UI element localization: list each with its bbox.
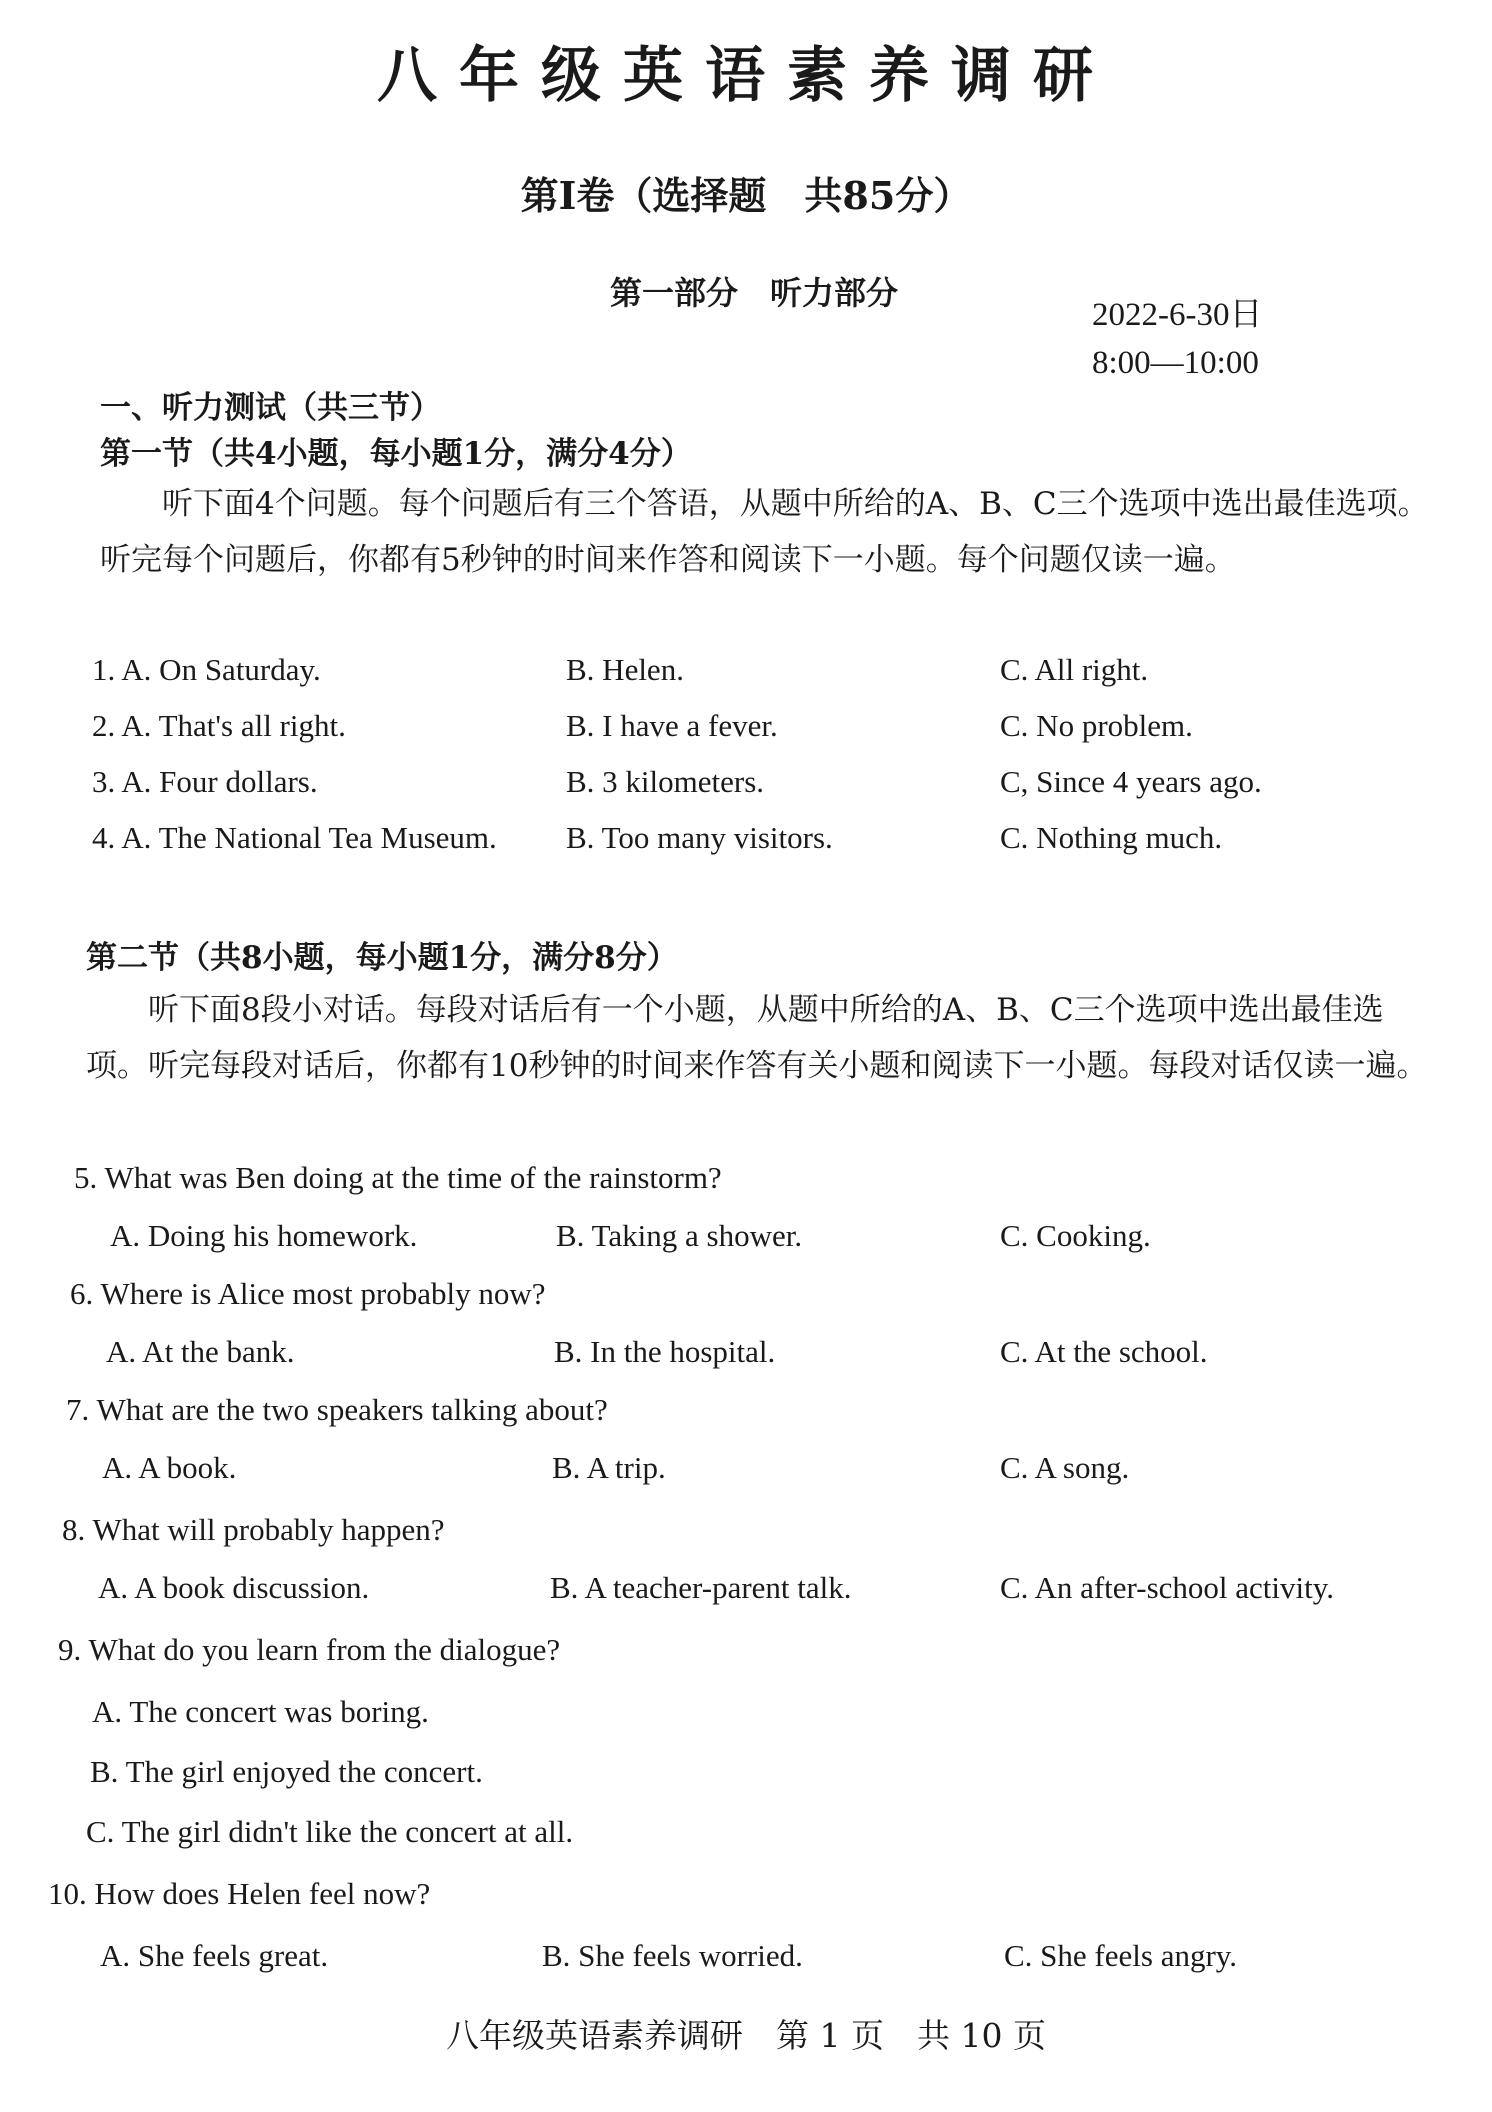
q4-option-a: 4. A. The National Tea Museum. bbox=[92, 820, 497, 855]
section2-heading: 第二节（共8小题，每小题1分，满分8分） bbox=[86, 940, 678, 976]
q9-option-a: A. The concert was boring. bbox=[92, 1694, 429, 1729]
q3-option-b: B. 3 kilometers. bbox=[566, 764, 765, 799]
q1-option-a: 1. A. On Saturday. bbox=[92, 652, 321, 687]
q2-option-b: B. I have a fever. bbox=[566, 708, 778, 743]
q3-option-c: C, Since 4 years ago. bbox=[1000, 764, 1262, 799]
q7-option-a: A. A book. bbox=[102, 1450, 237, 1485]
q8-option-b: B. A teacher-parent talk. bbox=[550, 1570, 852, 1605]
q5-option-b: B. Taking a shower. bbox=[556, 1218, 803, 1253]
q10-option-a: A. She feels great. bbox=[100, 1938, 329, 1973]
q2-option-a: 2. A. That's all right. bbox=[92, 708, 346, 743]
q8-option-a: A. A book discussion. bbox=[98, 1570, 370, 1605]
q9-stem: 9. What do you learn from the dialogue? bbox=[58, 1632, 561, 1667]
q7-option-c: C. A song. bbox=[1000, 1450, 1130, 1485]
q10-option-b: B. She feels worried. bbox=[542, 1938, 803, 1973]
q1-option-c: C. All right. bbox=[1000, 652, 1149, 687]
q4-option-b: B. Too many visitors. bbox=[566, 820, 833, 855]
q7-option-b: B. A trip. bbox=[552, 1450, 666, 1485]
volume-title: 第Ⅰ卷（选择题 共85分） bbox=[520, 173, 972, 218]
q6-option-a: A. At the bank. bbox=[106, 1334, 295, 1369]
section1-heading: 第一节（共4小题，每小题1分，满分4分） bbox=[100, 436, 692, 472]
section2-instructions: 听下面8段小对话。每段对话后有一个小题，从题中所给的A、B、C三个选项中选出最佳选项。听完每段对话后，你都有10秒钟的时间来作答有关小题和阅读下一小题。每段对话仅读一遍。 bbox=[86, 992, 1428, 1084]
q2-option-c: C. No problem. bbox=[1000, 708, 1193, 743]
q9-option-c: C. The girl didn't like the concert at all. bbox=[86, 1814, 574, 1849]
q3-option-a: 3. A. Four dollars. bbox=[92, 764, 318, 799]
page-footer: 八年级英语素养调研 第 1 页 共 10 页 bbox=[446, 2016, 1046, 2055]
q8-option-c: C. An after-school activity. bbox=[1000, 1570, 1334, 1605]
q5-stem: 5. What was Ben doing at the time of the rainstorm? bbox=[74, 1160, 722, 1195]
part-title: 第一部分 听力部分 bbox=[610, 274, 899, 312]
section-heading: 一、听力测试（共三节） bbox=[100, 390, 441, 426]
q5-option-c: C. Cooking. bbox=[1000, 1218, 1151, 1253]
exam-date: 2022-6-30日 bbox=[1092, 297, 1263, 333]
q1-option-b: B. Helen. bbox=[566, 652, 684, 687]
q5-option-a: A. Doing his homework. bbox=[110, 1218, 418, 1253]
q6-option-c: C. At the school. bbox=[1000, 1334, 1208, 1369]
q4-option-c: C. Nothing much. bbox=[1000, 820, 1223, 855]
q6-stem: 6. Where is Alice most probably now? bbox=[70, 1276, 546, 1311]
q7-stem: 7. What are the two speakers talking about? bbox=[66, 1392, 608, 1427]
q8-stem: 8. What will probably happen? bbox=[62, 1512, 445, 1547]
exam-title: 八年级英语素养调研 bbox=[377, 41, 1115, 111]
q10-stem: 10. How does Helen feel now? bbox=[48, 1876, 431, 1911]
q6-option-b: B. In the hospital. bbox=[554, 1334, 776, 1369]
q9-option-b: B. The girl enjoyed the concert. bbox=[90, 1754, 483, 1789]
section1-instructions: 听下面4个问题。每个问题后有三个答语，从题中所给的A、B、C三个选项中选出最佳选项。听完每个问题后，你都有5秒钟的时间来作答和阅读下一小题。每个问题仅读一遍。 bbox=[100, 486, 1429, 578]
q10-option-c: C. She feels angry. bbox=[1004, 1938, 1238, 1973]
exam-time: 8:00—10:00 bbox=[1092, 345, 1259, 381]
